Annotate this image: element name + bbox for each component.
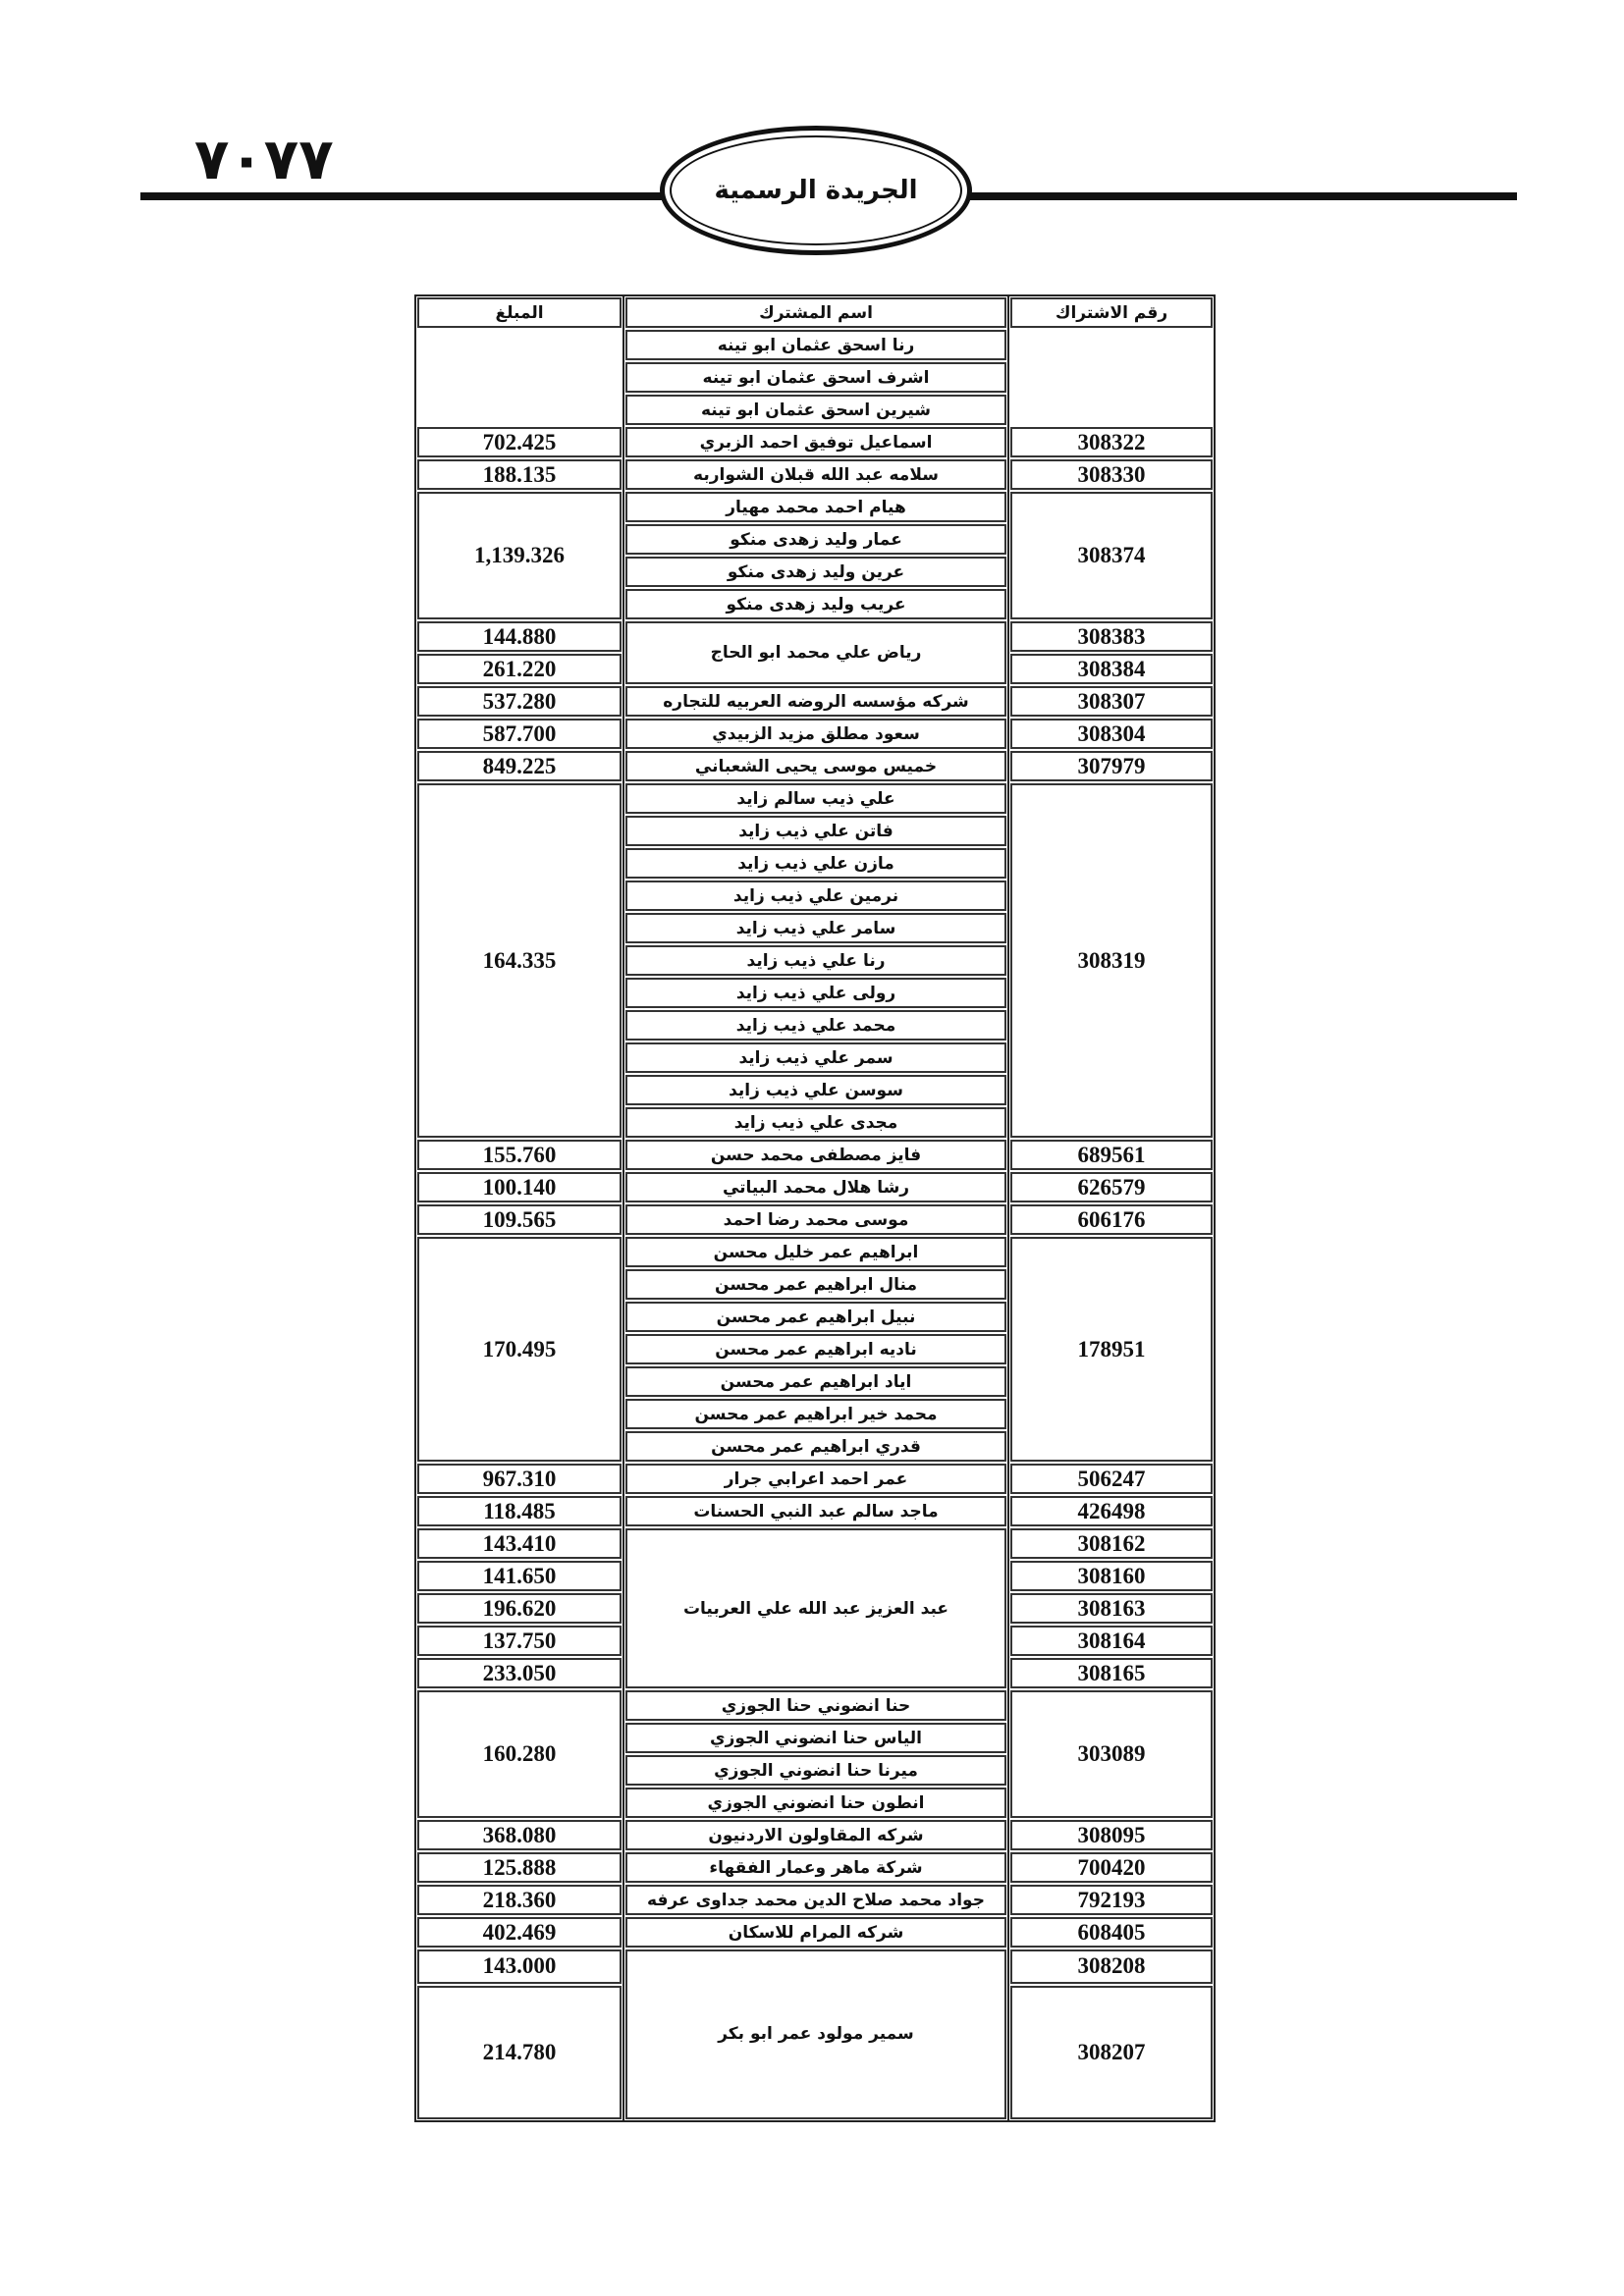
subscriber-name-cell: محمد علي ذيب زايد [625, 1010, 1006, 1041]
amount-cell: 196.620 [417, 1593, 622, 1624]
subscriber-name-cell: رنا علي ذيب زايد [625, 945, 1006, 976]
amount-cell: 587.700 [417, 719, 622, 749]
table-row-group [416, 782, 1214, 1139]
subscriber-name-cell: شركه مؤسسه الروضه العربيه للتجاره [625, 686, 1006, 717]
subscription-number-cell: 308383 [1010, 621, 1213, 652]
subscription-number-cell: 308307 [1010, 686, 1213, 717]
amount-cell: 261.220 [417, 654, 622, 684]
subscriber-name-cell: ناديه ابراهيم عمر محسن [625, 1334, 1006, 1364]
subscriber-name-cell: اياد ابراهيم عمر محسن [625, 1366, 1006, 1397]
table-row-group [416, 426, 1214, 458]
amount-cell [417, 330, 622, 425]
amount-cell: 1,139.326 [417, 492, 622, 619]
table-row-group [416, 1527, 1214, 1689]
subscriber-name-cell: جواد محمد صلاح الدين محمد جداوى عرفه [625, 1885, 1006, 1915]
amount-cell: 118.485 [417, 1496, 622, 1526]
table-row-group [416, 1949, 1214, 2120]
amount-cell: 537.280 [417, 686, 622, 717]
subscription-number-cell: 178951 [1010, 1237, 1213, 1462]
subscriber-name-cell: قدري ابراهيم عمر محسن [625, 1431, 1006, 1462]
amount-cell: 188.135 [417, 459, 622, 490]
subscriber-name-cell: علي ذيب سالم زايد [625, 783, 1006, 814]
subscriber-name-cell: هيام احمد محمد مهيار [625, 492, 1006, 522]
subscriber-name-cell: حنا انضوني حنا الجوزي [625, 1690, 1006, 1721]
amount-cell: 233.050 [417, 1658, 622, 1688]
subscriber-name-cell: عمار وليد زهدى منكو [625, 524, 1006, 555]
subscriber-name-cell: انطون حنا انضوني الجوزي [625, 1788, 1006, 1818]
subscription-number-cell: 308165 [1010, 1658, 1213, 1688]
subscriber-name-cell: ماجد سالم عبد النبي الحسنات [625, 1496, 1006, 1526]
publication-title: الجريدة الرسمية [714, 176, 918, 205]
subscription-number-cell: 308330 [1010, 459, 1213, 490]
table-row-group [416, 1463, 1214, 1495]
subscriber-name-cell: سعود مطلق مزيد الزبيدي [625, 719, 1006, 749]
subscriber-name-cell: محمد خير ابراهيم عمر محسن [625, 1399, 1006, 1429]
subscriber-name-cell: سلامه عبد الله قبلان الشواربه [625, 459, 1006, 490]
amount-cell: 155.760 [417, 1140, 622, 1170]
table-row-group [416, 1495, 1214, 1527]
amount-cell: 214.780 [417, 1986, 622, 2119]
table-row-group [416, 1171, 1214, 1203]
subscriber-name-cell: فايز مصطفى محمد حسن [625, 1140, 1006, 1170]
header-subscription: رقم الاشتراك [1010, 297, 1213, 328]
subscriber-name-cell: سوسن علي ذيب زايد [625, 1075, 1006, 1105]
subscriber-name-cell: شركه المرام للاسكان [625, 1917, 1006, 1948]
subscriber-name-cell: شركه المقاولون الاردنيون [625, 1820, 1006, 1850]
subscriber-name-cell: فاتن علي ذيب زايد [625, 816, 1006, 846]
subscription-number-cell: 303089 [1010, 1690, 1213, 1818]
subscription-number-cell: 308319 [1010, 783, 1213, 1138]
subscription-number-cell: 308208 [1010, 1949, 1213, 1984]
subscription-number-cell: 308095 [1010, 1820, 1213, 1850]
amount-cell: 160.280 [417, 1690, 622, 1818]
subscription-number-cell: 308384 [1010, 654, 1213, 684]
subscription-number-cell: 308207 [1010, 1986, 1213, 2119]
subscription-number-cell: 308162 [1010, 1528, 1213, 1559]
table-row-group [416, 718, 1214, 750]
subscriber-name-cell: رياض علي محمد ابو الحاج [625, 621, 1006, 684]
table-row-group [416, 1916, 1214, 1949]
subscriber-name-cell: شيرين اسحق عثمان ابو تينه [625, 395, 1006, 425]
amount-cell: 849.225 [417, 751, 622, 781]
amount-cell: 218.360 [417, 1885, 622, 1915]
subscription-number-cell: 626579 [1010, 1172, 1213, 1202]
header-name: اسم المشترك [625, 297, 1006, 328]
subscription-number-cell: 608405 [1010, 1917, 1213, 1948]
subscriber-name-cell: مجدى علي ذيب زايد [625, 1107, 1006, 1138]
publication-title-oval [660, 126, 972, 255]
amount-cell: 143.000 [417, 1949, 622, 1984]
table-body [416, 329, 1214, 2120]
amount-cell: 402.469 [417, 1917, 622, 1948]
subscription-number-cell: 308164 [1010, 1626, 1213, 1656]
subscriber-name-cell: نرمين علي ذيب زايد [625, 881, 1006, 911]
table-row-group [416, 685, 1214, 718]
amount-cell: 143.410 [417, 1528, 622, 1559]
amount-cell: 967.310 [417, 1464, 622, 1494]
subscription-number-cell: 308322 [1010, 427, 1213, 457]
amount-cell: 109.565 [417, 1204, 622, 1235]
subscription-number-cell: 792193 [1010, 1885, 1213, 1915]
subscription-number-cell: 689561 [1010, 1140, 1213, 1170]
amount-cell: 141.650 [417, 1561, 622, 1591]
amount-cell: 368.080 [417, 1820, 622, 1850]
subscriber-name-cell: الياس حنا انضوني الجوزي [625, 1723, 1006, 1753]
subscriber-name-cell: سمر علي ذيب زايد [625, 1042, 1006, 1073]
subscription-number-cell: 308160 [1010, 1561, 1213, 1591]
subscription-number-cell: 307979 [1010, 751, 1213, 781]
subscriber-name-cell: ابراهيم عمر خليل محسن [625, 1237, 1006, 1267]
subscription-number-cell: 426498 [1010, 1496, 1213, 1526]
amount-cell: 144.880 [417, 621, 622, 652]
subscriber-name-cell: مازن علي ذيب زايد [625, 848, 1006, 879]
page-number: ٧٠٧٧ [194, 126, 334, 192]
subscriber-name-cell: نبيل ابراهيم عمر محسن [625, 1302, 1006, 1332]
table-row-group [416, 620, 1214, 685]
subscriber-name-cell: شركة ماهر وعمار الفقهاء [625, 1852, 1006, 1883]
table-row-group [416, 750, 1214, 782]
table-row-group [416, 1884, 1214, 1916]
subscriber-name-cell: عمر احمد اعرابي جرار [625, 1464, 1006, 1494]
subscriber-name-cell: عريب وليد زهدى منكو [625, 589, 1006, 619]
header-amount: المبلغ [417, 297, 622, 328]
subscriber-name-cell: اسماعيل توفيق احمد الزبري [625, 427, 1006, 457]
subscription-number-cell: 506247 [1010, 1464, 1213, 1494]
table-row-group [416, 491, 1214, 620]
subscriber-name-cell: خميس موسى يحيى الشعباني [625, 751, 1006, 781]
subscription-number-cell: 700420 [1010, 1852, 1213, 1883]
amount-cell: 164.335 [417, 783, 622, 1138]
subscriber-name-cell: منال ابراهيم عمر محسن [625, 1269, 1006, 1300]
table-row-group [416, 1236, 1214, 1463]
subscriber-name-cell: اشرف اسحق عثمان ابو تينه [625, 362, 1006, 393]
subscription-number-cell: 308304 [1010, 719, 1213, 749]
subscriber-name-cell: عبد العزيز عبد الله علي العربيات [625, 1528, 1006, 1688]
subscription-number-cell: 308163 [1010, 1593, 1213, 1624]
table-row-group [416, 458, 1214, 491]
subscriber-name-cell: رنا اسحق عثمان ابو تينه [625, 330, 1006, 360]
subscriber-name-cell: عرين وليد زهدى منكو [625, 557, 1006, 587]
subscription-number-cell: 606176 [1010, 1204, 1213, 1235]
table-row-group [416, 1689, 1214, 1819]
amount-cell: 170.495 [417, 1237, 622, 1462]
subscriber-name-cell: موسى محمد رضا احمد [625, 1204, 1006, 1235]
table-header [416, 296, 1214, 329]
subscriber-name-cell: ميرنا حنا انضوني الجوزي [625, 1755, 1006, 1786]
subscriber-name-cell: رولى علي ذيب زايد [625, 978, 1006, 1008]
table-row-group [416, 1851, 1214, 1884]
amount-cell: 100.140 [417, 1172, 622, 1202]
table-row-group [416, 329, 1214, 426]
subscription-number-cell [1010, 330, 1213, 425]
subscriber-name-cell: رشا هلال محمد البياتي [625, 1172, 1006, 1202]
subscriber-name-cell: سمير مولود عمر ابو بكر [625, 1949, 1006, 2119]
table-row-group [416, 1203, 1214, 1236]
subscriber-name-cell: سامر علي ذيب زايد [625, 913, 1006, 943]
table-row-group [416, 1139, 1214, 1171]
amount-cell: 137.750 [417, 1626, 622, 1656]
amount-cell: 702.425 [417, 427, 622, 457]
subscription-number-cell: 308374 [1010, 492, 1213, 619]
amount-cell: 125.888 [417, 1852, 622, 1883]
subscribers-table [414, 294, 1216, 2122]
table-row-group [416, 1819, 1214, 1851]
